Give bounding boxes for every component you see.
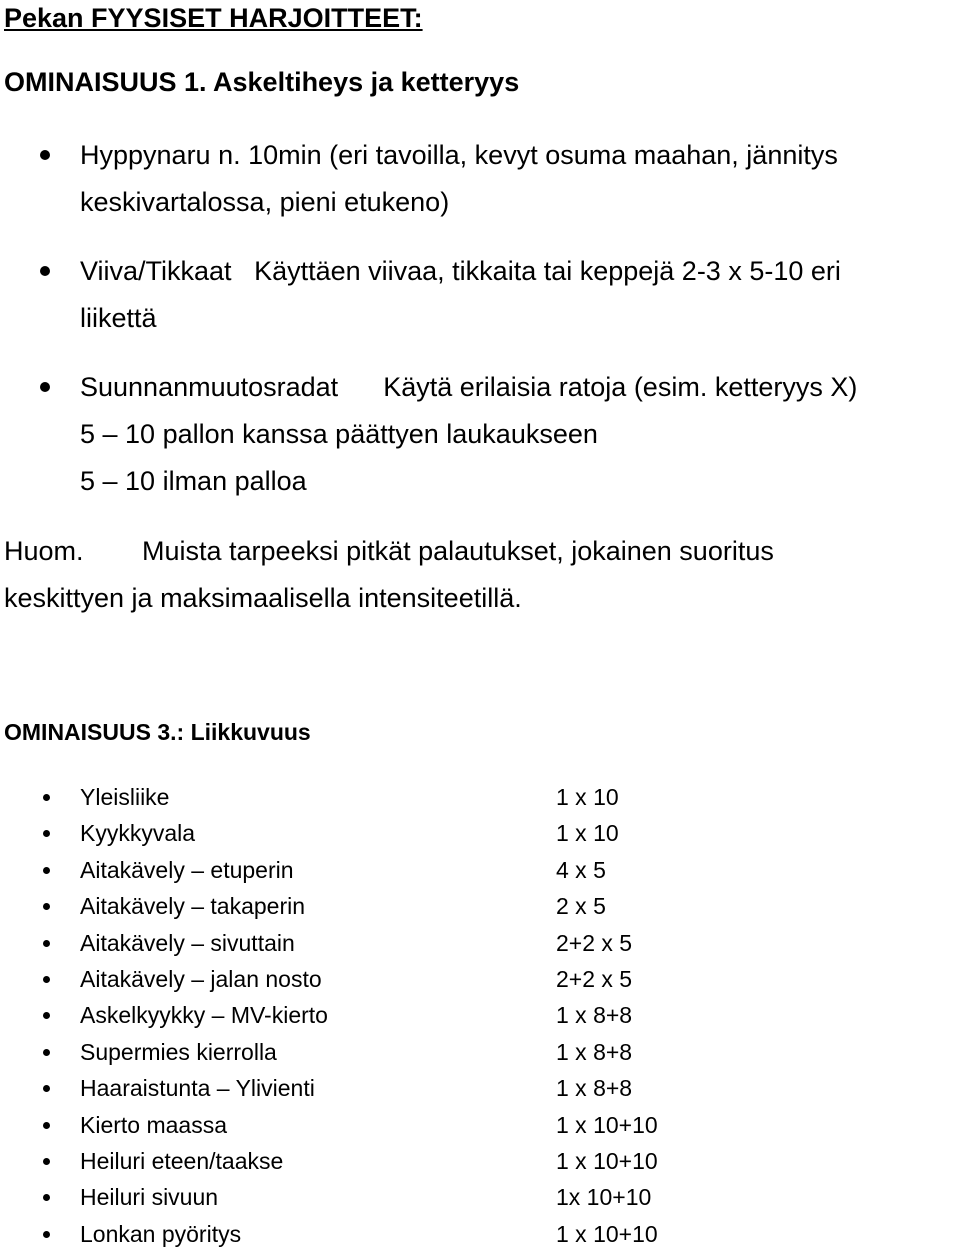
exercise-name: Kyykkyvala — [80, 820, 196, 847]
list-item-line: 5 – 10 pallon kanssa päättyen laukaukseen — [80, 419, 598, 449]
exercise-reps: 1 x 10+10 — [556, 1111, 658, 1138]
bullet-dot-icon — [43, 903, 50, 910]
exercise-name: Aitakävely – etuperin — [80, 856, 294, 883]
exercise-list — [0, 779, 960, 1252]
exercise-name: Aitakävely – jalan nosto — [80, 965, 322, 992]
exercise-row — [0, 1179, 960, 1215]
exercise-name: Heiluri eteen/taakse — [80, 1147, 284, 1174]
exercise-row — [0, 1034, 960, 1070]
exercise-row — [0, 1070, 960, 1106]
exercise-row — [0, 1216, 960, 1252]
exercise-reps: 2+2 x 5 — [556, 929, 633, 956]
exercise-reps: 1 x 10 — [556, 784, 619, 810]
bullet-dot-icon — [43, 830, 50, 837]
exercise-name: Yleisliike — [80, 784, 170, 810]
list-item-suunnanmuutosradat — [0, 364, 960, 505]
page-title: Pekan FYYSISET HARJOITTEET: — [4, 3, 423, 33]
list-item-line: 5 – 10 ilman palloa — [80, 466, 307, 496]
exercise-name: Haaraistunta – Ylivienti — [80, 1075, 315, 1102]
note-text: Muista tarpeeksi pitkät palautukset, jokainen suoritus — [142, 536, 774, 566]
exercise-row — [0, 779, 960, 815]
bullet-dot-icon — [43, 1122, 50, 1129]
bullet-dot-icon — [43, 867, 50, 874]
bullet-dot-icon — [43, 1012, 50, 1019]
exercise-row — [0, 997, 960, 1033]
bullet-dot-icon — [43, 794, 50, 801]
exercise-name: Heiluri sivuun — [80, 1184, 219, 1211]
exercise-reps: 2 x 5 — [556, 893, 606, 920]
note-line-1 — [4, 528, 954, 575]
bullet-dot-icon — [43, 1158, 50, 1165]
exercise-reps: 1 x 10 — [556, 820, 619, 847]
exercise-name: Kierto maassa — [80, 1111, 228, 1138]
exercise-reps: 1 x 10+10 — [556, 1147, 658, 1174]
exercise-name: Aitakävely – sivuttain — [80, 929, 295, 956]
exercise-reps: 4 x 5 — [556, 856, 606, 883]
exercise-reps: 1 x 8+8 — [556, 1075, 633, 1102]
list-item-line: keskivartalossa, pieni etukeno) — [80, 187, 450, 217]
exercise-name: Supermies kierrolla — [80, 1038, 277, 1065]
note-paragraph — [4, 528, 954, 622]
note-line-2: keskittyen ja maksimaalisella intensiteetillä. — [4, 583, 522, 613]
exercise-reps: 1 x 8+8 — [556, 1038, 633, 1065]
bullet-dot-icon — [43, 1049, 50, 1056]
exercise-name: Aitakävely – takaperin — [80, 893, 306, 920]
list-item-line: liikettä — [80, 303, 157, 333]
bullet-dot-icon — [43, 940, 50, 947]
exercise-row — [0, 815, 960, 851]
list-item-hyppynaru — [0, 132, 960, 226]
exercise-row — [0, 852, 960, 888]
exercise-row — [0, 1107, 960, 1143]
exercise-name: Askelkyykky – MV-kierto — [80, 1002, 328, 1029]
section3-heading: OMINAISUUS 3.: Liikkuvuus — [4, 719, 311, 745]
exercise-name: Lonkan pyöritys — [80, 1220, 242, 1247]
exercise-row — [0, 961, 960, 997]
note-label: Huom. — [4, 536, 84, 566]
bullet-dot-icon — [43, 1194, 50, 1201]
bullet-dot-icon — [40, 266, 50, 276]
section1-heading: OMINAISUUS 1. Askeltiheys ja ketteryys — [4, 67, 520, 97]
list-item-line: Hyppynaru n. 10min (eri tavoilla, kevyt osuma maahan, jännitys — [80, 140, 838, 170]
exercise-reps: 2+2 x 5 — [556, 965, 633, 992]
list-item-line: Viiva/Tikkaat Käyttäen viivaa, tikkaita tai keppejä 2-3 x 5-10 eri — [80, 256, 841, 286]
exercise-reps: 1x 10+10 — [556, 1184, 652, 1211]
exercise-row — [0, 925, 960, 961]
exercise-row — [0, 888, 960, 924]
exercise-reps: 1 x 8+8 — [556, 1002, 633, 1029]
list-item-viiva-tikkaat — [0, 248, 960, 342]
bullet-dot-icon — [40, 150, 50, 160]
exercise-reps: 1 x 10+10 — [556, 1220, 658, 1247]
list-item-line: Suunnanmuutosradat Käytä erilaisia ratoja (esim. ketteryys X) — [80, 372, 858, 402]
bullet-dot-icon — [43, 1231, 50, 1238]
bullet-dot-icon — [40, 382, 50, 392]
section1-bullet-list — [0, 132, 960, 527]
exercise-row — [0, 1143, 960, 1179]
bullet-dot-icon — [43, 976, 50, 983]
bullet-dot-icon — [43, 1085, 50, 1092]
